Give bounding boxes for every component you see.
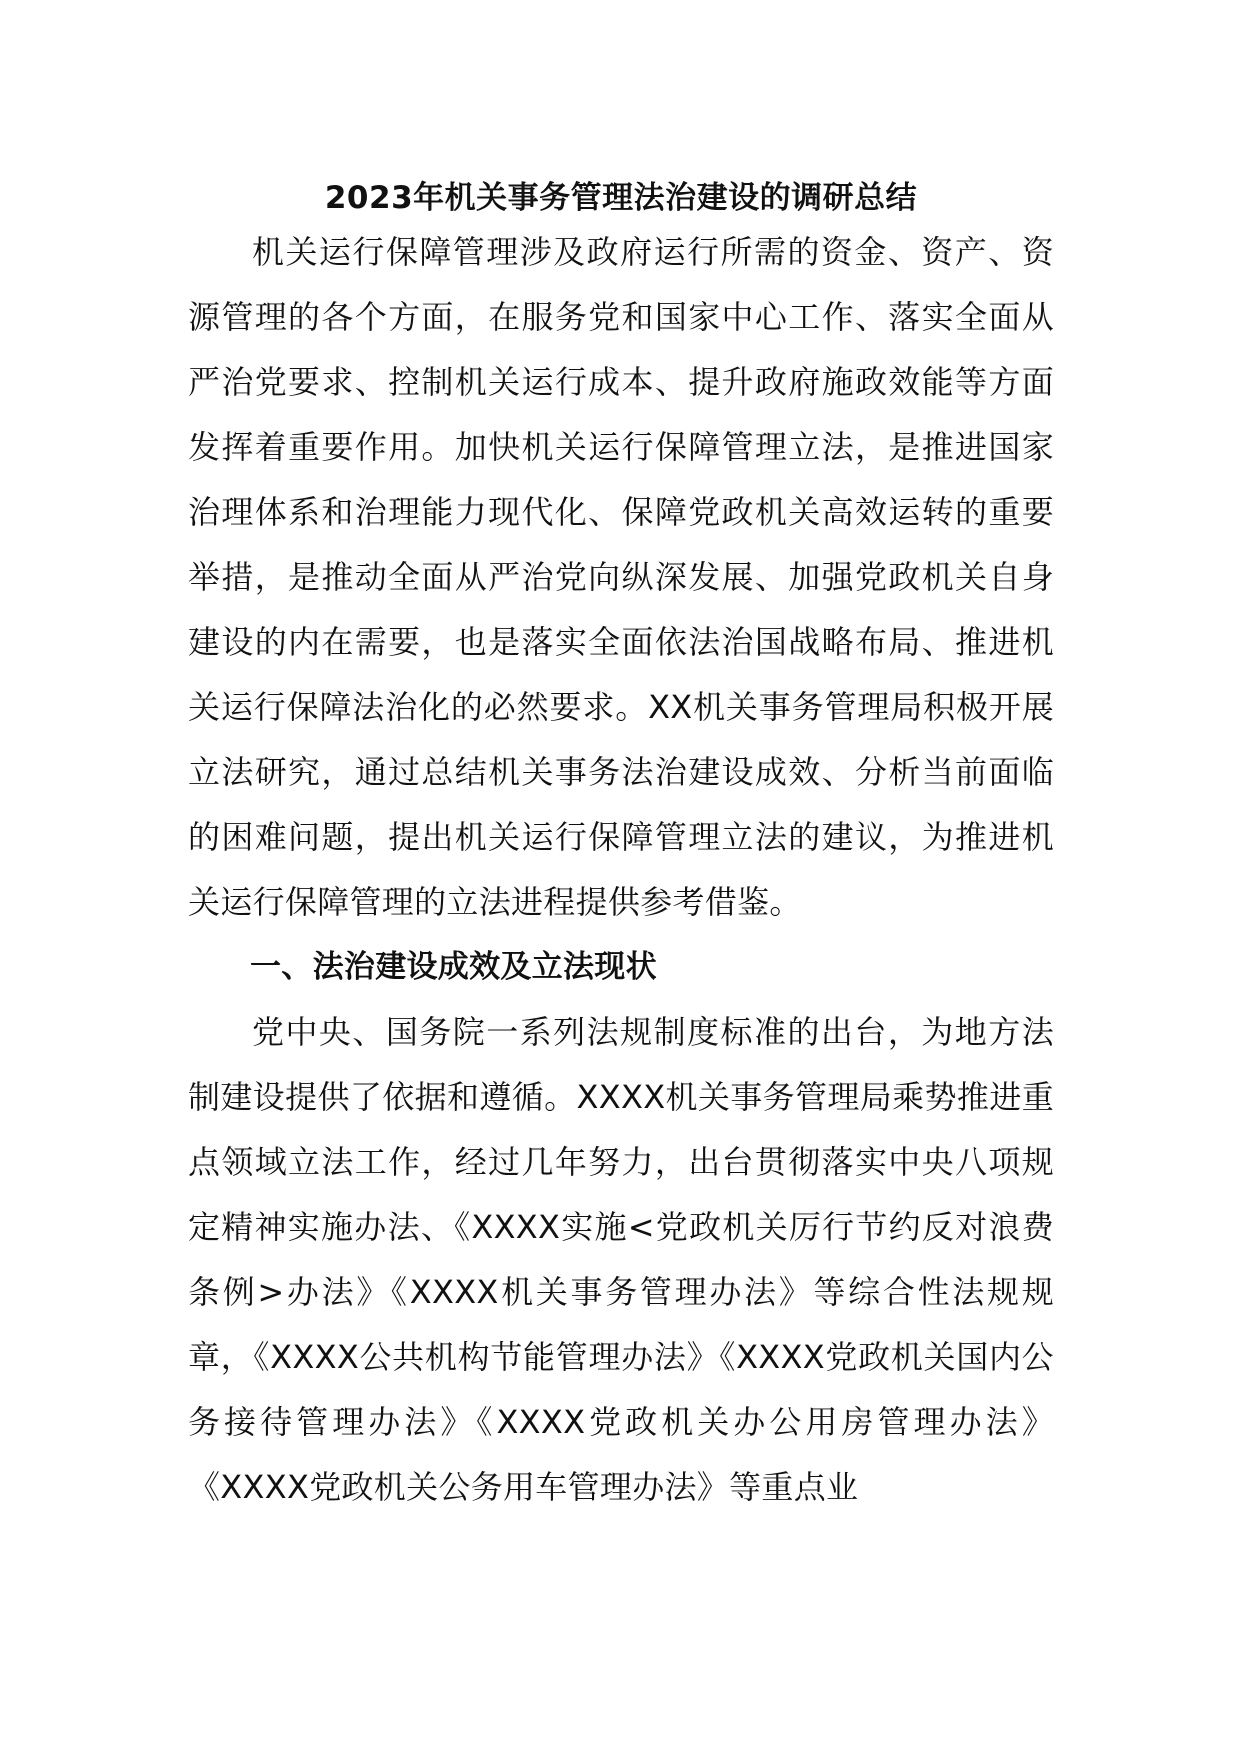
document-title: 2023年机关事务管理法治建设的调研总结: [324, 180, 918, 216]
section-paragraph: 党中央、国务院一系列法规制度标准的出台，为地方法制建设提供了依据和遵循。XXXX机关事务管理局乘势推进重点领域立法工作，经过几年努力，出台贯彻落实中央八项规定精神实施办法、《XXXX实施<党政机关厉行节约反对浪费条例>办法》《XXXX机关事务管理办法》等综合性法规规章，《XXXX公共机构节能管理办法》《XXXX党政机关国内公务接待管理办法》《XXXX党政机关办公用房管理办法》《XXXX党政机关公务用车管理办法》等重点业: [188, 1013, 1054, 1506]
section-heading: 一、法治建设成效及立法现状: [250, 949, 657, 985]
intro-paragraph: 机关运行保障管理涉及政府运行所需的资金、资产、资源管理的各个方面，在服务党和国家中心工作、落实全面从严治党要求、控制机关运行成本、提升政府施政效能等方面发挥着重要作用。加快机关运行保障管理立法，是推进国家治理体系和治理能力现代化、保障党政机关高效运转的重要举措，是推动全面从严治党向纵深发展、加强党政机关自身建设的内在需要，也是落实全面依法治国战略布局、推进机关运行保障法治化的必然要求。XX机关事务管理局积极开展立法研究，通过总结机关事务法治建设成效、分析当前面临的困难问题，提出机关运行保障管理立法的建议，为推进机关运行保障管理的立法进程提供参考借鉴。: [188, 233, 1054, 921]
document-body: [188, 176, 1054, 1520]
